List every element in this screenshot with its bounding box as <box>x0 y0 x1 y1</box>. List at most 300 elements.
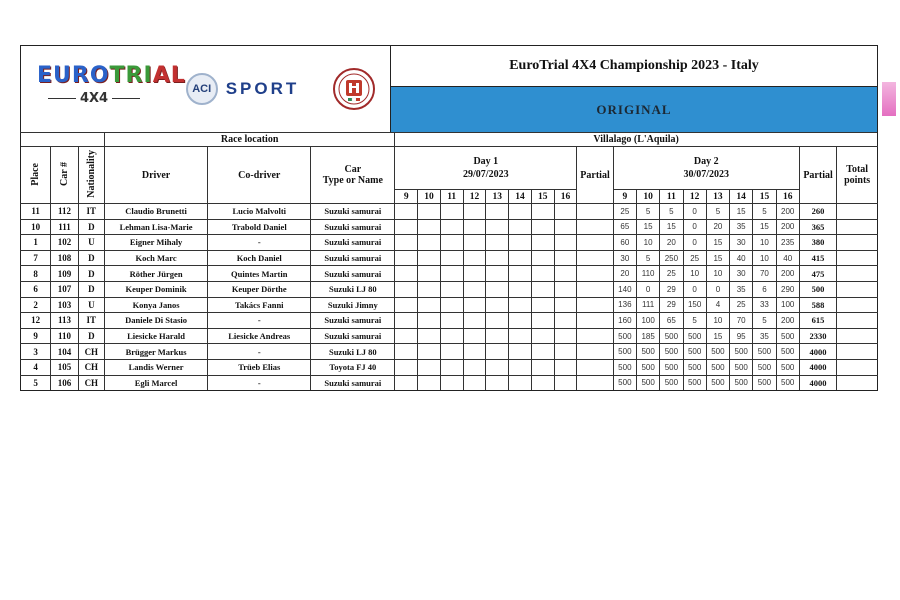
day1-score-cell <box>531 375 554 391</box>
col-place: Place <box>30 162 42 186</box>
day2-score-cell: 100 <box>776 297 799 313</box>
day1-score-cell <box>395 313 418 329</box>
day1-partial-cell <box>577 204 613 220</box>
day2-section-13: 13 <box>706 190 729 204</box>
table-row <box>21 313 878 329</box>
day2-score-cell: 200 <box>776 313 799 329</box>
car-name-cell: Suzuki LJ 80 <box>311 281 395 297</box>
nationality-cell: D <box>78 266 104 282</box>
day2-score-cell: 10 <box>706 266 729 282</box>
day1-score-cell <box>486 344 509 360</box>
day1-score-cell <box>554 359 577 375</box>
day2-score-cell: 500 <box>776 328 799 344</box>
col-nationality: Nationality <box>85 150 97 198</box>
day2-score-cell: 500 <box>660 359 683 375</box>
day2-score-cell: 35 <box>730 219 753 235</box>
col-total-points: Total points <box>837 147 878 204</box>
day2-score-cell: 500 <box>706 359 729 375</box>
table-row <box>21 235 878 251</box>
total-points-cell <box>837 204 878 220</box>
day2-partial-cell: 500 <box>799 281 836 297</box>
day2-score-cell: 15 <box>660 219 683 235</box>
day1-score-cell <box>463 219 486 235</box>
total-points-cell <box>837 328 878 344</box>
place-cell: 11 <box>21 204 51 220</box>
day2-score-cell: 29 <box>660 281 683 297</box>
day2-score-cell: 15 <box>753 219 776 235</box>
day1-score-cell <box>418 281 441 297</box>
car-name-cell: Suzuki samurai <box>311 266 395 282</box>
place-cell: 7 <box>21 250 51 266</box>
day1-score-cell <box>531 328 554 344</box>
codriver-cell: - <box>208 235 311 251</box>
day1-score-cell <box>554 204 577 220</box>
day1-score-cell <box>509 328 532 344</box>
col-car: Car Type or Name <box>311 147 395 204</box>
day2-score-cell: 65 <box>660 313 683 329</box>
day2-score-cell: 500 <box>706 375 729 391</box>
driver-cell: Keuper Dominik <box>104 281 207 297</box>
day1-section-9: 9 <box>395 190 418 204</box>
day2-score-cell: 200 <box>776 219 799 235</box>
driver-cell: Liesicke Harald <box>104 328 207 344</box>
day2-score-cell: 0 <box>683 204 706 220</box>
place-cell: 6 <box>21 281 51 297</box>
day2-score-cell: 500 <box>636 375 659 391</box>
day2-score-cell: 5 <box>636 204 659 220</box>
day1-score-cell <box>531 250 554 266</box>
day1-score-cell <box>440 297 463 313</box>
day1-score-cell <box>395 328 418 344</box>
day2-score-cell: 500 <box>730 344 753 360</box>
day1-score-cell <box>486 375 509 391</box>
day2-score-cell: 5 <box>753 204 776 220</box>
car-number-cell: 112 <box>51 204 78 220</box>
day1-section-13: 13 <box>486 190 509 204</box>
day2-score-cell: 500 <box>613 375 636 391</box>
day1-score-cell <box>418 250 441 266</box>
day1-score-cell <box>440 328 463 344</box>
day2-score-cell: 500 <box>683 359 706 375</box>
day2-score-cell: 0 <box>683 281 706 297</box>
day1-score-cell <box>440 266 463 282</box>
car-name-cell: Suzuki samurai <box>311 250 395 266</box>
day2-score-cell: 10 <box>683 266 706 282</box>
day2-score-cell: 20 <box>706 219 729 235</box>
day2-section-9: 9 <box>613 190 636 204</box>
day1-section-15: 15 <box>531 190 554 204</box>
total-points-cell <box>837 235 878 251</box>
car-name-cell: Suzuki LJ 80 <box>311 344 395 360</box>
codriver-cell: - <box>208 375 311 391</box>
day2-score-cell: 95 <box>730 328 753 344</box>
nationality-cell: CH <box>78 344 104 360</box>
total-points-cell <box>837 313 878 329</box>
codriver-cell: Takács Fanni <box>208 297 311 313</box>
results-sheet <box>20 45 878 391</box>
total-points-cell <box>837 359 878 375</box>
day1-score-cell <box>463 359 486 375</box>
place-cell: 1 <box>21 235 51 251</box>
day1-score-cell <box>509 250 532 266</box>
day2-score-cell: 290 <box>776 281 799 297</box>
day1-score-cell <box>440 219 463 235</box>
day1-score-cell <box>509 266 532 282</box>
day2-score-cell: 10 <box>753 235 776 251</box>
day1-partial-cell <box>577 328 613 344</box>
table-row <box>21 359 878 375</box>
day2-score-cell: 10 <box>753 250 776 266</box>
day2-score-cell: 0 <box>706 281 729 297</box>
codriver-cell: Trüeb Elias <box>208 359 311 375</box>
place-cell: 9 <box>21 328 51 344</box>
col-day1-partial: Partial <box>577 147 613 204</box>
day1-score-cell <box>418 235 441 251</box>
car-number-cell: 102 <box>51 235 78 251</box>
driver-cell: Röther Jürgen <box>104 266 207 282</box>
day1-score-cell <box>418 313 441 329</box>
day2-score-cell: 5 <box>636 250 659 266</box>
day1-score-cell <box>440 204 463 220</box>
day2-score-cell: 500 <box>776 344 799 360</box>
day1-score-cell <box>440 344 463 360</box>
place-cell: 5 <box>21 375 51 391</box>
day2-section-12: 12 <box>683 190 706 204</box>
nationality-cell: CH <box>78 359 104 375</box>
day2-score-cell: 500 <box>730 375 753 391</box>
day1-score-cell <box>486 359 509 375</box>
car-name-cell: Suzuki samurai <box>311 313 395 329</box>
day1-score-cell <box>509 344 532 360</box>
driver-cell: Daniele Di Stasio <box>104 313 207 329</box>
day2-score-cell: 500 <box>636 359 659 375</box>
car-name-cell: Suzuki samurai <box>311 328 395 344</box>
day1-score-cell <box>440 359 463 375</box>
codriver-cell: Quintes Martin <box>208 266 311 282</box>
nationality-cell: U <box>78 235 104 251</box>
day1-score-cell <box>554 344 577 360</box>
page-title: EuroTrial 4X4 Championship 2023 - Italy <box>509 58 759 73</box>
day2-score-cell: 35 <box>753 328 776 344</box>
day2-section-11: 11 <box>660 190 683 204</box>
aci-sport-logo: ACI SPORT <box>186 73 300 105</box>
eurotrial-logo: EUROTRIAL 4X4 <box>37 63 186 106</box>
car-number-cell: 109 <box>51 266 78 282</box>
day2-score-cell: 500 <box>613 344 636 360</box>
nationality-cell: D <box>78 219 104 235</box>
nationality-cell: CH <box>78 375 104 391</box>
col-car-number: Car # <box>59 162 70 186</box>
place-cell: 4 <box>21 359 51 375</box>
day1-score-cell <box>463 281 486 297</box>
day2-partial-cell: 475 <box>799 266 836 282</box>
day1-section-11: 11 <box>440 190 463 204</box>
day2-score-cell: 500 <box>730 359 753 375</box>
day1-score-cell <box>463 297 486 313</box>
day2-score-cell: 500 <box>636 344 659 360</box>
day1-score-cell <box>554 313 577 329</box>
day2-score-cell: 5 <box>660 204 683 220</box>
day2-score-cell: 25 <box>730 297 753 313</box>
day2-score-cell: 40 <box>730 250 753 266</box>
day1-score-cell <box>395 375 418 391</box>
day1-score-cell <box>418 375 441 391</box>
race-location-label: Race location <box>104 133 394 147</box>
day1-score-cell <box>440 235 463 251</box>
car-number-cell: 105 <box>51 359 78 375</box>
day1-score-cell <box>418 328 441 344</box>
day2-score-cell: 140 <box>613 281 636 297</box>
day1-score-cell <box>395 297 418 313</box>
day1-score-cell <box>463 313 486 329</box>
day2-partial-cell: 260 <box>799 204 836 220</box>
day1-score-cell <box>395 250 418 266</box>
driver-cell: Egli Marcel <box>104 375 207 391</box>
total-points-cell <box>837 266 878 282</box>
day1-score-cell <box>395 235 418 251</box>
day2-section-10: 10 <box>636 190 659 204</box>
day2-score-cell: 0 <box>683 219 706 235</box>
day2-score-cell: 500 <box>660 344 683 360</box>
day1-score-cell <box>463 204 486 220</box>
day1-score-cell <box>531 344 554 360</box>
day1-partial-cell <box>577 281 613 297</box>
day1-score-cell <box>509 359 532 375</box>
day2-score-cell: 100 <box>636 313 659 329</box>
day1-partial-cell <box>577 297 613 313</box>
day2-score-cell: 30 <box>613 250 636 266</box>
day2-score-cell: 35 <box>730 281 753 297</box>
car-name-cell: Suzuki samurai <box>311 204 395 220</box>
driver-cell: Eigner Mihaly <box>104 235 207 251</box>
nationality-cell: D <box>78 250 104 266</box>
day2-partial-cell: 4000 <box>799 375 836 391</box>
day1-partial-cell <box>577 235 613 251</box>
day1-score-cell <box>531 313 554 329</box>
total-points-cell <box>837 250 878 266</box>
day1-score-cell <box>418 344 441 360</box>
day1-score-cell <box>486 235 509 251</box>
day2-score-cell: 500 <box>660 328 683 344</box>
day1-section-10: 10 <box>418 190 441 204</box>
day2-score-cell: 0 <box>683 235 706 251</box>
day2-score-cell: 15 <box>706 235 729 251</box>
day1-score-cell <box>531 281 554 297</box>
table-row <box>21 204 878 220</box>
day2-score-cell: 15 <box>636 219 659 235</box>
col-day2-partial: Partial <box>799 147 836 204</box>
codriver-cell: Keuper Dörthe <box>208 281 311 297</box>
day2-partial-cell: 588 <box>799 297 836 313</box>
day2-score-cell: 70 <box>730 313 753 329</box>
car-number-cell: 111 <box>51 219 78 235</box>
total-points-cell <box>837 219 878 235</box>
day1-score-cell <box>418 266 441 282</box>
day2-score-cell: 500 <box>753 359 776 375</box>
driver-cell: Claudio Brunetti <box>104 204 207 220</box>
day2-partial-cell: 2330 <box>799 328 836 344</box>
federation-seal-icon <box>332 67 376 111</box>
day2-score-cell: 0 <box>636 281 659 297</box>
nationality-cell: U <box>78 297 104 313</box>
driver-cell: Koch Marc <box>104 250 207 266</box>
day1-score-cell <box>554 281 577 297</box>
codriver-cell: Koch Daniel <box>208 250 311 266</box>
day1-score-cell <box>531 359 554 375</box>
day2-score-cell: 500 <box>753 375 776 391</box>
day1-score-cell <box>418 359 441 375</box>
logo-strip <box>21 46 391 132</box>
day2-partial-cell: 4000 <box>799 359 836 375</box>
day1-score-cell <box>418 204 441 220</box>
day1-partial-cell <box>577 266 613 282</box>
day1-score-cell <box>509 235 532 251</box>
table-row <box>21 344 878 360</box>
codriver-cell: Trabold Daniel <box>208 219 311 235</box>
day2-score-cell: 160 <box>613 313 636 329</box>
aci-badge-icon: ACI <box>186 73 218 105</box>
day1-score-cell <box>463 266 486 282</box>
codriver-cell: - <box>208 313 311 329</box>
car-number-cell: 110 <box>51 328 78 344</box>
driver-cell: Landis Werner <box>104 359 207 375</box>
day2-partial-cell: 380 <box>799 235 836 251</box>
table-row <box>21 266 878 282</box>
table-row <box>21 250 878 266</box>
day2-score-cell: 15 <box>730 204 753 220</box>
day1-score-cell <box>395 344 418 360</box>
col-codriver: Co-driver <box>208 147 311 204</box>
car-name-cell: Suzuki samurai <box>311 219 395 235</box>
day1-section-16: 16 <box>554 190 577 204</box>
day2-score-cell: 30 <box>730 235 753 251</box>
original-banner: ORIGINAL <box>391 86 877 132</box>
day2-score-cell: 65 <box>613 219 636 235</box>
driver-cell: Brügger Markus <box>104 344 207 360</box>
table-row <box>21 219 878 235</box>
table-row <box>21 297 878 313</box>
codriver-cell: - <box>208 344 311 360</box>
day1-score-cell <box>554 235 577 251</box>
day2-score-cell: 110 <box>636 266 659 282</box>
day1-score-cell <box>440 281 463 297</box>
day1-score-cell <box>486 281 509 297</box>
day2-score-cell: 500 <box>706 344 729 360</box>
place-cell: 10 <box>21 219 51 235</box>
day2-score-cell: 5 <box>706 204 729 220</box>
day1-score-cell <box>509 375 532 391</box>
day2-score-cell: 200 <box>776 204 799 220</box>
day1-score-cell <box>486 313 509 329</box>
driver-cell: Lehman Lisa-Marie <box>104 219 207 235</box>
day2-score-cell: 40 <box>776 250 799 266</box>
day1-score-cell <box>440 250 463 266</box>
day1-score-cell <box>531 219 554 235</box>
day1-score-cell <box>395 204 418 220</box>
day2-section-15: 15 <box>753 190 776 204</box>
day1-score-cell <box>509 313 532 329</box>
place-cell: 3 <box>21 344 51 360</box>
day2-score-cell: 185 <box>636 328 659 344</box>
day2-score-cell: 111 <box>636 297 659 313</box>
day2-score-cell: 250 <box>660 250 683 266</box>
day1-score-cell <box>554 266 577 282</box>
day1-score-cell <box>509 219 532 235</box>
day2-header: Day 2 30/07/2023 <box>613 147 799 190</box>
car-number-cell: 103 <box>51 297 78 313</box>
day1-score-cell <box>531 235 554 251</box>
day2-score-cell: 500 <box>683 344 706 360</box>
day1-score-cell <box>554 297 577 313</box>
day1-partial-cell <box>577 359 613 375</box>
day2-partial-cell: 415 <box>799 250 836 266</box>
day1-score-cell <box>463 344 486 360</box>
day2-score-cell: 500 <box>683 375 706 391</box>
race-location-value: Villalago (L'Aquila) <box>395 133 878 147</box>
day1-score-cell <box>418 219 441 235</box>
day1-score-cell <box>486 297 509 313</box>
codriver-cell: Liesicke Andreas <box>208 328 311 344</box>
day1-partial-cell <box>577 219 613 235</box>
table-row <box>21 281 878 297</box>
car-number-cell: 113 <box>51 313 78 329</box>
day1-score-cell <box>509 281 532 297</box>
day2-partial-cell: 4000 <box>799 344 836 360</box>
day2-score-cell: 30 <box>730 266 753 282</box>
day2-score-cell: 500 <box>613 359 636 375</box>
car-name-cell: Suzuki samurai <box>311 375 395 391</box>
day2-score-cell: 25 <box>683 250 706 266</box>
day1-score-cell <box>395 281 418 297</box>
page-edge-mark <box>882 82 896 116</box>
day2-score-cell: 10 <box>636 235 659 251</box>
total-points-cell <box>837 297 878 313</box>
day2-score-cell: 15 <box>706 328 729 344</box>
day2-score-cell: 20 <box>660 235 683 251</box>
day1-section-12: 12 <box>463 190 486 204</box>
day2-score-cell: 500 <box>776 375 799 391</box>
car-number-cell: 107 <box>51 281 78 297</box>
day1-partial-cell <box>577 250 613 266</box>
day2-score-cell: 150 <box>683 297 706 313</box>
day1-header: Day 1 29/07/2023 <box>395 147 577 190</box>
day2-section-16: 16 <box>776 190 799 204</box>
day2-score-cell: 70 <box>753 266 776 282</box>
day1-score-cell <box>486 204 509 220</box>
car-name-cell: Suzuki Jimny <box>311 297 395 313</box>
day1-partial-cell <box>577 344 613 360</box>
day1-score-cell <box>509 204 532 220</box>
day1-score-cell <box>463 328 486 344</box>
day1-section-14: 14 <box>509 190 532 204</box>
day2-score-cell: 5 <box>683 313 706 329</box>
day1-score-cell <box>440 313 463 329</box>
place-cell: 2 <box>21 297 51 313</box>
car-name-cell: Suzuki samurai <box>311 235 395 251</box>
car-number-cell: 106 <box>51 375 78 391</box>
day2-score-cell: 29 <box>660 297 683 313</box>
day1-score-cell <box>531 297 554 313</box>
day1-score-cell <box>486 219 509 235</box>
day2-partial-cell: 615 <box>799 313 836 329</box>
nationality-cell: D <box>78 328 104 344</box>
day1-score-cell <box>554 328 577 344</box>
day2-partial-cell: 365 <box>799 219 836 235</box>
day1-score-cell <box>486 266 509 282</box>
nationality-cell: IT <box>78 204 104 220</box>
day2-score-cell: 500 <box>613 328 636 344</box>
car-name-cell: Toyota FJ 40 <box>311 359 395 375</box>
